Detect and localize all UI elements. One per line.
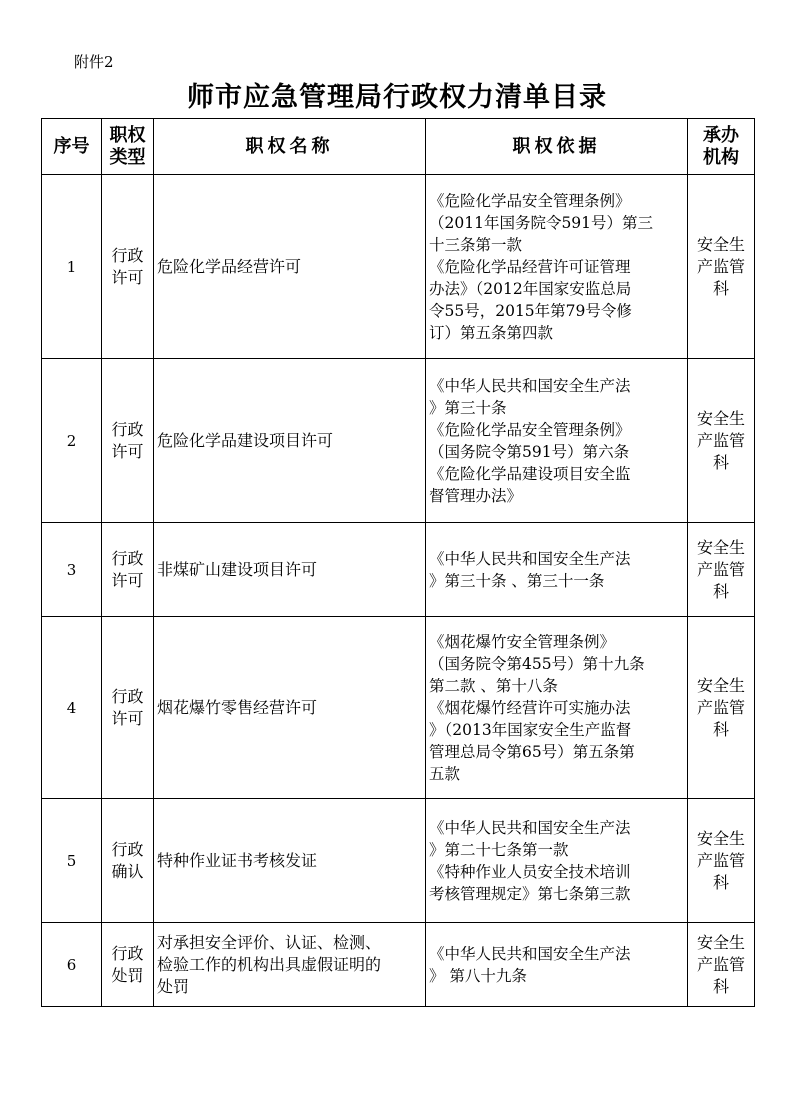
legal-basis-line: 》第三十条 、第三十一条 <box>429 571 605 590</box>
header-unit-line: 承办 <box>703 124 739 146</box>
legal-basis-line: 《烟花爆竹经营许可实施办法 <box>429 698 631 717</box>
header-type-line: 类型 <box>109 146 146 168</box>
power-name <box>154 523 426 617</box>
table-row <box>42 523 755 617</box>
row-number: 6 <box>42 923 102 1007</box>
page-title: 师市应急管理局行政权力清单目录 <box>187 82 607 113</box>
handling-unit <box>688 799 755 923</box>
legal-basis-line: 《中华人民共和国安全生产法 <box>429 818 631 837</box>
power-name <box>154 175 426 359</box>
legal-basis-line: 《中华人民共和国安全生产法 <box>429 376 631 395</box>
legal-basis-line: 《危险化学品安全管理条例》 <box>429 191 631 210</box>
table-body <box>42 175 755 1007</box>
header-number: 序号 <box>42 119 102 175</box>
handling-unit-line: 安全生 <box>696 828 745 848</box>
power-name-line: 检验工作的机构出具虚假证明的 <box>157 954 382 974</box>
legal-basis-line: （国务院令第455号）第十九条 <box>429 654 645 673</box>
power-type <box>102 923 154 1007</box>
handling-unit-line: 安全生 <box>696 234 745 254</box>
table-row <box>42 617 755 799</box>
legal-basis-line: 《危险化学品建设项目安全监 <box>429 464 631 483</box>
legal-basis-line: 五款 <box>429 764 461 783</box>
legal-basis-line: 考核管理规定》第七条第三款 <box>429 884 631 903</box>
row-number: 5 <box>42 799 102 923</box>
legal-basis <box>426 799 688 923</box>
row-number: 4 <box>42 617 102 799</box>
power-type <box>102 617 154 799</box>
legal-basis-line: 《特种作业人员安全技术培训 <box>429 862 631 881</box>
legal-basis <box>426 523 688 617</box>
row-number: 3 <box>42 523 102 617</box>
power-type-line: 许可 <box>111 441 144 461</box>
power-type-line: 确认 <box>111 861 144 881</box>
power-name <box>154 617 426 799</box>
legal-basis-line: 订）第五条第四款 <box>429 323 554 342</box>
handling-unit-line: 安全生 <box>696 408 745 428</box>
legal-basis-line: 》（2013年国家安全生产监督 <box>429 720 632 739</box>
power-type <box>102 799 154 923</box>
handling-unit-line: 产监管 <box>696 850 745 870</box>
table-row <box>42 799 755 923</box>
power-type-line: 行政 <box>111 839 144 859</box>
power-name <box>154 799 426 923</box>
power-name-line: 烟花爆竹零售经营许可 <box>157 697 318 717</box>
handling-unit-line: 科 <box>712 452 729 472</box>
table-row <box>42 359 755 523</box>
handling-unit <box>688 175 755 359</box>
table-row <box>42 923 755 1007</box>
handling-unit <box>688 923 755 1007</box>
table-header-row <box>42 119 755 175</box>
power-type-line: 许可 <box>111 708 144 728</box>
handling-unit <box>688 617 755 799</box>
power-type <box>102 359 154 523</box>
legal-basis-line: 第二款 、第十八条 <box>429 676 558 695</box>
power-type-line: 行政 <box>111 943 144 963</box>
power-list-table <box>41 118 755 1007</box>
power-type-line: 行政 <box>111 548 144 568</box>
power-name-line: 危险化学品经营许可 <box>157 256 302 276</box>
legal-basis-line: 办法》（2012年国家安监总局 <box>429 279 632 298</box>
legal-basis-line: 管理总局令第65号）第五条第 <box>429 742 635 761</box>
legal-basis <box>426 175 688 359</box>
legal-basis-line: 》第三十条 <box>429 398 507 417</box>
power-type-line: 处罚 <box>111 965 144 985</box>
handling-unit-line: 安全生 <box>696 537 745 557</box>
handling-unit-line: 产监管 <box>696 256 745 276</box>
legal-basis-line: （国务院令第591号）第六条 <box>429 442 630 461</box>
handling-unit <box>688 359 755 523</box>
legal-basis-line: 《中华人民共和国安全生产法 <box>429 944 631 963</box>
legal-basis-line: 》 第八十九条 <box>429 966 527 985</box>
row-number: 2 <box>42 359 102 523</box>
attachment-label: 附件2 <box>74 53 114 71</box>
row-number: 1 <box>42 175 102 359</box>
header-type-line: 职权 <box>109 124 146 146</box>
header-unit <box>688 119 755 175</box>
handling-unit-line: 科 <box>712 872 729 892</box>
header-name <box>154 119 426 175</box>
power-type <box>102 175 154 359</box>
header-type <box>102 119 154 175</box>
header-name-text: 职权名称 <box>245 135 334 157</box>
power-type <box>102 523 154 617</box>
power-name-line: 特种作业证书考核发证 <box>157 850 318 870</box>
power-name-line: 处罚 <box>157 976 190 996</box>
power-type-line: 许可 <box>111 267 144 287</box>
legal-basis-line: 《烟花爆竹安全管理条例》 <box>429 632 616 651</box>
table-row <box>42 175 755 359</box>
handling-unit-line: 科 <box>712 581 729 601</box>
legal-basis-line: （2011年国务院令591号）第三 <box>429 213 654 232</box>
power-name-line: 对承担安全评价、认证、检测、 <box>157 932 382 952</box>
power-type-line: 行政 <box>111 419 144 439</box>
handling-unit-line: 产监管 <box>696 697 745 717</box>
handling-unit-line: 科 <box>712 719 729 739</box>
legal-basis-line: 《危险化学品经营许可证管理 <box>429 257 631 276</box>
power-name-line: 危险化学品建设项目许可 <box>157 430 334 450</box>
header-basis-text: 职权依据 <box>512 135 601 157</box>
legal-basis-line: 《中华人民共和国安全生产法 <box>429 549 631 568</box>
power-type-line: 许可 <box>111 570 144 590</box>
header-unit-line: 机构 <box>703 146 739 168</box>
legal-basis <box>426 617 688 799</box>
legal-basis-line: 十三条第一款 <box>429 235 523 254</box>
legal-basis-line: 督管理办法》 <box>429 486 523 505</box>
header-basis <box>426 119 688 175</box>
legal-basis <box>426 359 688 523</box>
handling-unit-line: 产监管 <box>696 954 745 974</box>
handling-unit-line: 安全生 <box>696 675 745 695</box>
handling-unit-line: 科 <box>712 976 729 996</box>
handling-unit-line: 安全生 <box>696 932 745 952</box>
handling-unit <box>688 523 755 617</box>
handling-unit-line: 科 <box>712 278 729 298</box>
power-name <box>154 359 426 523</box>
power-type-line: 行政 <box>111 245 144 265</box>
power-type-line: 行政 <box>111 686 144 706</box>
power-name-line: 非煤矿山建设项目许可 <box>157 559 318 579</box>
handling-unit-line: 产监管 <box>696 430 745 450</box>
legal-basis <box>426 923 688 1007</box>
handling-unit-line: 产监管 <box>696 559 745 579</box>
power-name <box>154 923 426 1007</box>
legal-basis-line: 《危险化学品安全管理条例》 <box>429 420 631 439</box>
legal-basis-line: 》第二十七条第一款 <box>429 840 569 859</box>
legal-basis-line: 令55号，2015年第79号令修 <box>429 301 632 320</box>
